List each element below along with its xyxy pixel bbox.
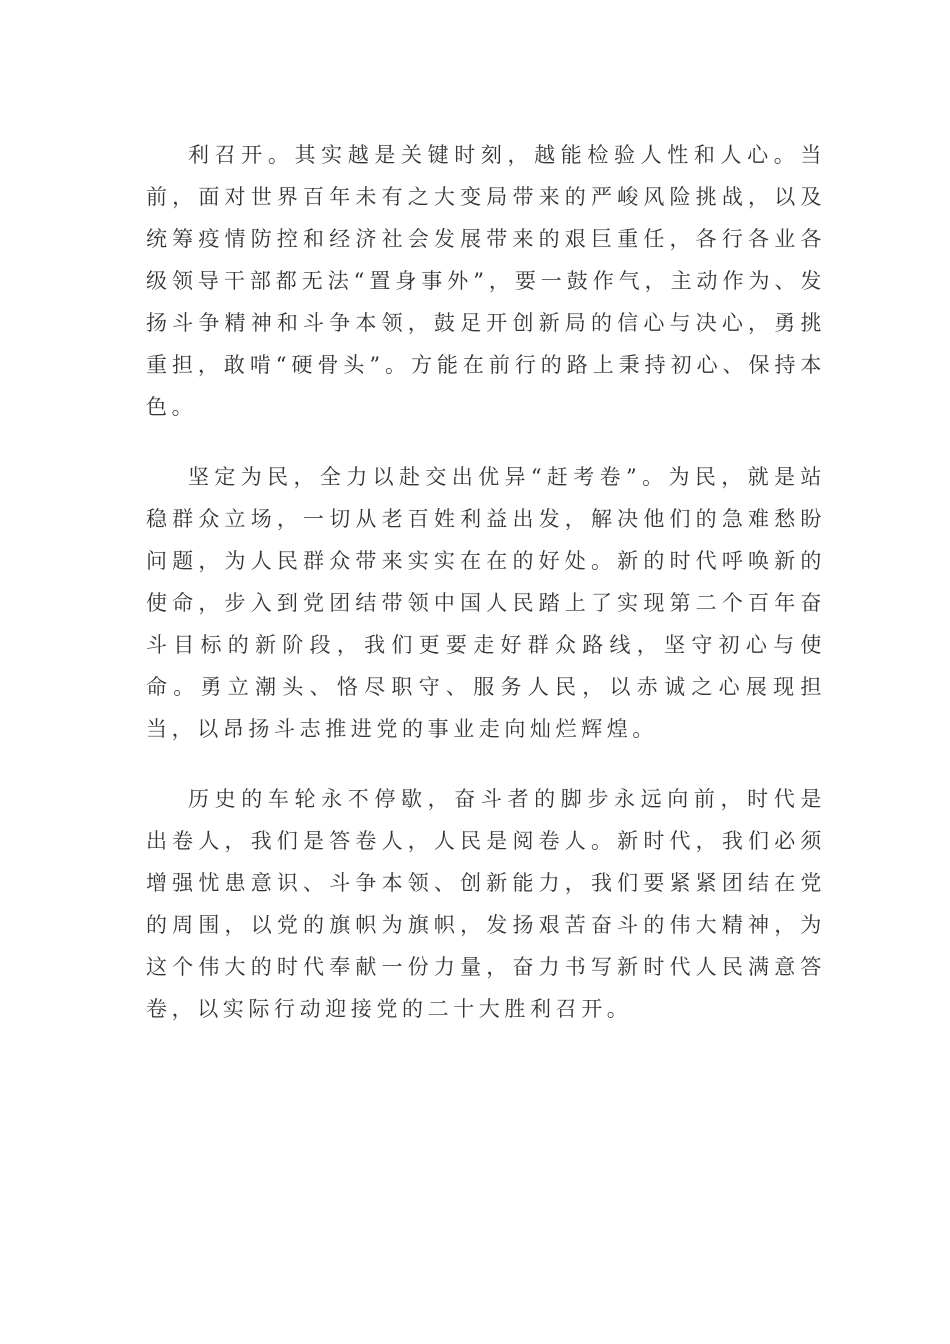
document-body (146, 134, 826, 1030)
paragraph: 坚定为民，全力以赴交出优异“赶考卷”。为民，就是站稳群众立场，一切从老百姓利益出发，解决他们的急难愁盼问题，为人民群众带来实实在在的好处。新的时代呼唤新的使命，步入到党团结带领中国人民踏上了实现第二个百年奋斗目标的新阶段，我们更要走好群众路线，坚守初心与使命。勇立潮头、恪尽职守、服务人民，以赤诚之心展现担当，以昂扬斗志推进党的事业走向灿烂辉煌。 (146, 465, 826, 741)
paragraph-gap (146, 750, 826, 778)
paragraph-gap (146, 428, 826, 456)
paragraph: 利召开。其实越是关键时刻，越能检验人性和人心。当前，面对世界百年未有之大变局带来的严峻风险挑战，以及统筹疫情防控和经济社会发展带来的艰巨重任，各行各业各级领导干部都无法“置身事外”，要一鼓作气，主动作为、发扬斗争精神和斗争本领，鼓足开创新局的信心与决心，勇挑重担，敢啃“硬骨头”。方能在前行的路上秉持初心、保持本色。 (146, 143, 826, 419)
paragraph: 历史的车轮永不停歇，奋斗者的脚步永远向前，时代是出卷人，我们是答卷人，人民是阅卷人。新时代，我们必须增强忧患意识、斗争本领、创新能力，我们要紧紧团结在党的周围，以党的旗帜为旗帜，发扬艰苦奋斗的伟大精神，为这个伟大的时代奉献一份力量，奋力书写新时代人民满意答卷，以实际行动迎接党的二十大胜利召开。 (146, 787, 826, 1021)
